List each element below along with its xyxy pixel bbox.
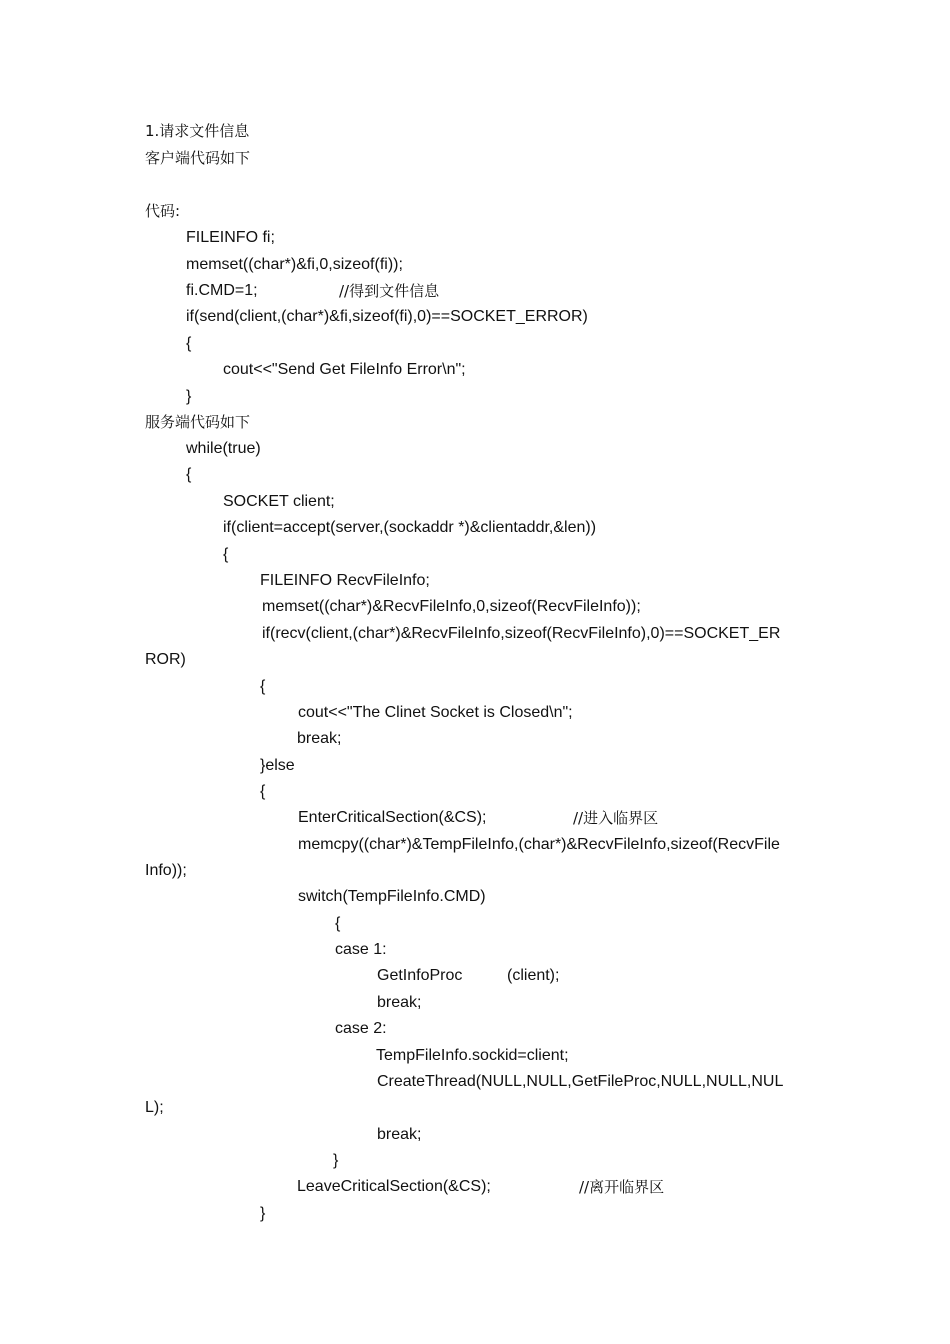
code-comment: //得到文件信息 <box>339 282 440 300</box>
code-line: }else <box>260 757 295 774</box>
code-line: fi.CMD=1; <box>186 282 258 299</box>
code-line: switch(TempFileInfo.CMD) <box>298 888 486 905</box>
server-code-label: 服务端代码如下 <box>145 413 251 431</box>
code-line: break; <box>297 730 342 747</box>
code-line: break; <box>377 1126 422 1143</box>
code-line: GetInfoProc <box>377 967 463 984</box>
code-line: SOCKET client; <box>223 493 335 510</box>
code-line: LeaveCriticalSection(&CS); <box>297 1178 491 1195</box>
code-line: FILEINFO RecvFileInfo; <box>260 572 430 589</box>
code-line: } <box>260 1205 266 1222</box>
code-line: TempFileInfo.sockid=client; <box>376 1047 569 1064</box>
code-line-wrap: L); <box>145 1099 164 1116</box>
code-line: { <box>186 466 192 483</box>
code-line: if(recv(client,(char*)&RecvFileInfo,sizeof(RecvFileInfo),0)==SOCKET_ER <box>262 625 781 642</box>
code-line: case 2: <box>335 1020 387 1037</box>
code-line: { <box>223 546 229 563</box>
code-line: { <box>260 678 266 695</box>
code-label: 代码: <box>145 202 181 220</box>
code-line: FILEINFO fi; <box>186 229 275 246</box>
code-line-wrap: ROR) <box>145 651 186 668</box>
code-comment: //离开临界区 <box>579 1178 665 1196</box>
code-line-wrap: Info)); <box>145 862 187 879</box>
code-line: cout<<"The Clinet Socket is Closed\n"; <box>298 704 573 721</box>
code-line: if(send(client,(char*)&fi,sizeof(fi),0)==SOCKET_ERROR) <box>186 308 588 325</box>
code-line: memset((char*)&fi,0,sizeof(fi)); <box>186 256 403 273</box>
code-line: while(true) <box>186 440 261 457</box>
code-line: EnterCriticalSection(&CS); <box>298 809 487 826</box>
code-line: } <box>186 388 192 405</box>
code-line: (client); <box>507 967 560 984</box>
code-line: if(client=accept(server,(sockaddr *)&clientaddr,&len)) <box>223 519 597 536</box>
code-line: cout<<"Send Get FileInfo Error\n"; <box>223 361 466 378</box>
section-heading: 1.请求文件信息 <box>145 122 250 140</box>
code-line: { <box>260 783 266 800</box>
code-line: memset((char*)&RecvFileInfo,0,sizeof(RecvFileInfo)); <box>262 598 641 615</box>
client-code-label: 客户端代码如下 <box>145 149 251 167</box>
code-line: break; <box>377 994 422 1011</box>
code-line: memcpy((char*)&TempFileInfo,(char*)&RecvFileInfo,sizeof(RecvFile <box>298 836 780 853</box>
code-comment: //进入临界区 <box>573 809 659 827</box>
code-line: { <box>335 915 341 932</box>
code-line: CreateThread(NULL,NULL,GetFileProc,NULL,NULL,NUL <box>377 1073 784 1090</box>
code-line: { <box>186 335 192 352</box>
code-line: } <box>333 1152 339 1169</box>
code-line: case 1: <box>335 941 387 958</box>
